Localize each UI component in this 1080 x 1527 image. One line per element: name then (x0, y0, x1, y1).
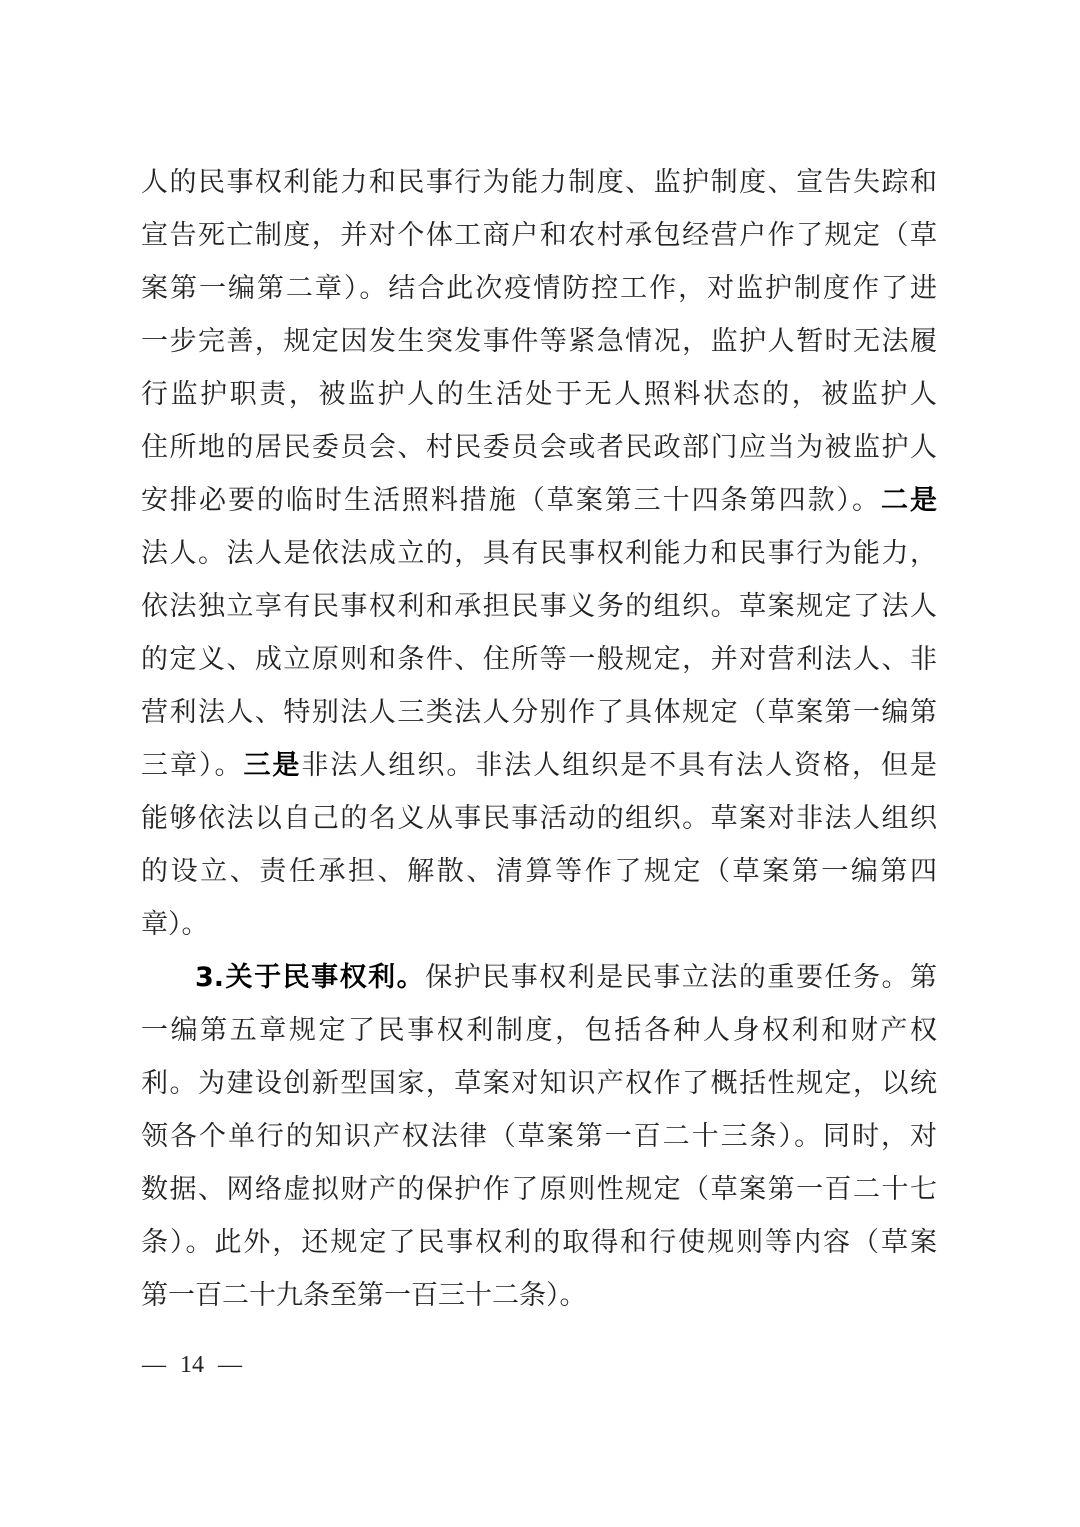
body-text-segment: 法人。法人是依法成立的，具有民事权利能力和民事行为能力， (141, 538, 937, 569)
body-text-segment: 数据、网络虚拟财产的保护作了原则性规定（草案第一百二十七 (141, 1174, 937, 1205)
bold-heading-text: 三是 (243, 750, 302, 781)
body-text-segment: 一编第五章规定了民事权利制度，包括各种人身权利和财产权 (141, 1015, 937, 1046)
body-text-segment: 人的民事权利能力和民事行为能力制度、监护制度、宣告失踪和 (141, 167, 937, 198)
text-line (141, 686, 937, 739)
text-line (141, 1057, 937, 1110)
body-text-segment: 案第一编第二章）。结合此次疫情防控工作，对监护制度作了进 (141, 273, 937, 304)
body-text-segment: 的定义、成立原则和条件、住所等一般规定，并对营利法人、非 (141, 644, 937, 675)
text-line (141, 1216, 937, 1269)
body-text-segment: 第一百二十九条至第一百三十二条）。 (141, 1280, 587, 1311)
body-text-segment: 章）。 (141, 909, 209, 940)
text-line (141, 156, 937, 209)
text-line (141, 262, 937, 315)
text-line (141, 1004, 937, 1057)
text-line (141, 1110, 937, 1163)
text-line (141, 951, 937, 1004)
body-text-segment: 的设立、责任承担、解散、清算等作了规定（草案第一编第四 (141, 856, 937, 887)
text-line (141, 845, 937, 898)
text-line (141, 368, 937, 421)
body-text-segment: 保护民事权利是民事立法的重要任务。第 (425, 962, 938, 993)
text-line (141, 209, 937, 262)
text-line (141, 792, 937, 845)
text-line (141, 739, 937, 792)
body-text-segment: 安排必要的临时生活照料措施（草案第三十四条第四款）。 (141, 485, 882, 516)
body-text-segment: 非法人组织。非法人组织是不具有法人资格，但是 (301, 750, 938, 781)
text-line (141, 898, 937, 951)
body-text-segment: 条）。此外，还规定了民事权利的取得和行使规则等内容（草案 (141, 1227, 937, 1258)
text-line (141, 421, 937, 474)
text-line (141, 474, 937, 527)
bold-heading-text: 二是 (881, 485, 938, 516)
text-line (141, 1163, 937, 1216)
text-line (141, 633, 937, 686)
body-text-segment: 营利法人、特别法人三类法人分别作了具体规定（草案第一编第 (141, 697, 937, 728)
bold-heading-text: 3.关于民事权利。 (195, 962, 426, 993)
text-line (141, 315, 937, 368)
body-text-segment: 三章）。 (141, 750, 244, 781)
text-line (141, 527, 937, 580)
body-text-segment: 一步完善，规定因发生突发事件等紧急情况，监护人暂时无法履 (141, 326, 937, 357)
body-text-segment: 行监护职责，被监护人的生活处于无人照料状态的，被监护人 (141, 379, 937, 410)
body-text-segment: 住所地的居民委员会、村民委员会或者民政部门应当为被监护人 (141, 432, 937, 463)
body-text (141, 156, 937, 1322)
body-text-segment: 依法独立享有民事权利和承担民事义务的组织。草案规定了法人 (141, 591, 937, 622)
body-text-segment: 领各个单行的知识产权法律（草案第一百二十三条）。同时，对 (141, 1121, 937, 1152)
body-text-segment: 能够依法以自己的名义从事民事活动的组织。草案对非法人组织 (141, 803, 937, 834)
text-line (141, 1269, 937, 1322)
text-line (141, 580, 937, 633)
page-number: — 14 — (142, 1352, 242, 1378)
body-text-segment: 宣告死亡制度，并对个体工商户和农村承包经营户作了规定（草 (141, 220, 937, 251)
body-text-segment: 利。为建设创新型国家，草案对知识产权作了概括性规定，以统 (141, 1068, 937, 1099)
